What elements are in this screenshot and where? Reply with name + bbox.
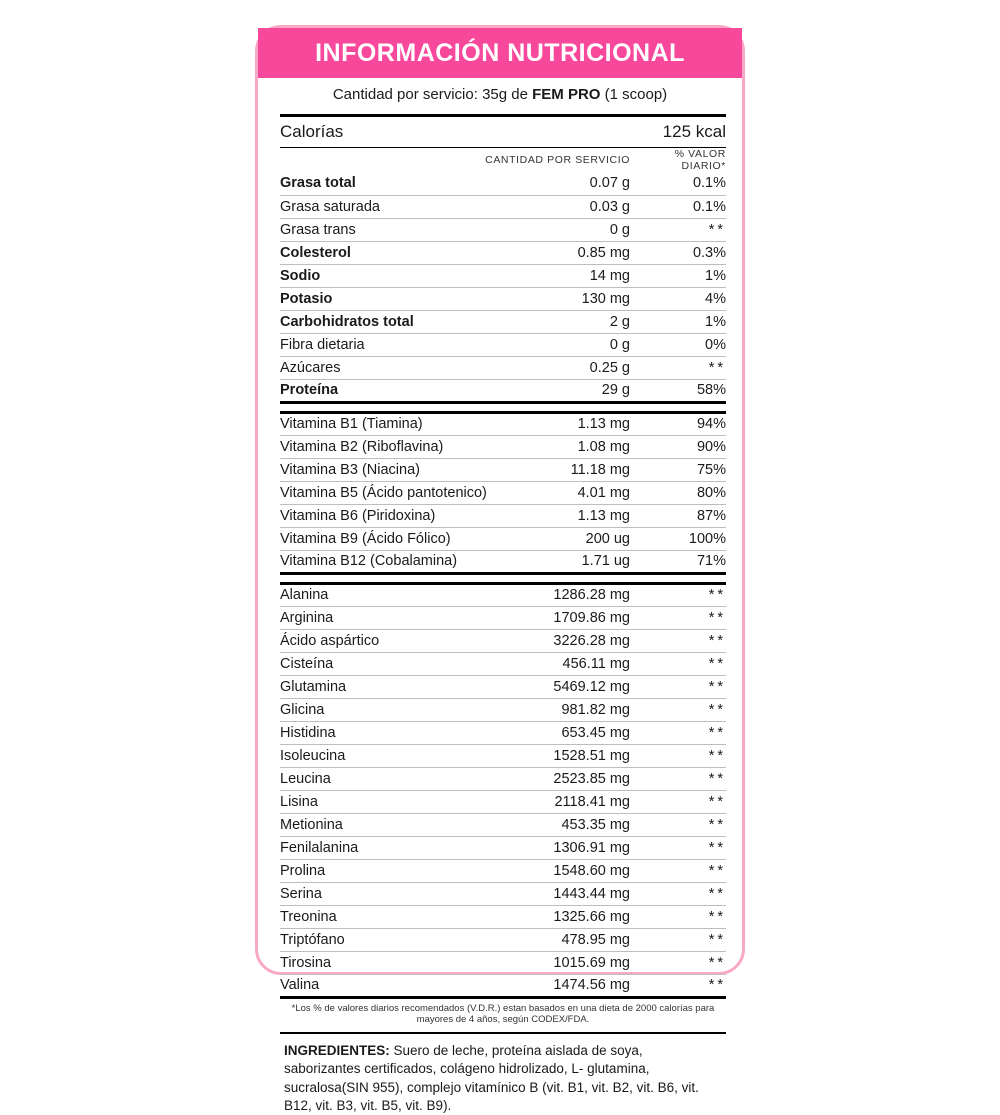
nutrient-amount: 981.82 mg <box>477 698 630 721</box>
nutrient-dv: ** <box>630 583 726 606</box>
nutrient-amount: 1443.44 mg <box>477 882 630 905</box>
nutrient-dv: 94% <box>630 412 726 435</box>
aminoacids-table <box>280 582 726 999</box>
nutrient-name: Metionina <box>280 813 477 836</box>
nutrient-dv: ** <box>630 356 726 379</box>
nutrient-name: Grasa saturada <box>280 195 448 218</box>
table-row <box>280 218 726 241</box>
nutrient-name: Vitamina B6 (Piridoxina) <box>280 504 552 527</box>
nutrient-dv: 0.3% <box>630 241 726 264</box>
nutrient-dv: 80% <box>630 481 726 504</box>
nutrient-name: Glutamina <box>280 675 477 698</box>
nutrient-name: Colesterol <box>280 241 448 264</box>
nutrient-name: Valina <box>280 977 320 993</box>
nutrient-name: Vitamina B5 (Ácido pantotenico) <box>280 481 552 504</box>
nutrient-amount: 1.71 ug <box>581 553 630 569</box>
nutrient-amount: 453.35 mg <box>477 813 630 836</box>
nutrient-name: Proteína <box>280 382 339 398</box>
nutrient-amount: 0.25 g <box>448 356 630 379</box>
nutrient-name: Azúcares <box>280 356 448 379</box>
nutrient-name: Ácido aspártico <box>280 629 477 652</box>
nutrient-dv: 71% <box>696 553 726 569</box>
section-gap <box>280 575 726 582</box>
nutrient-name: Isoleucina <box>280 744 477 767</box>
table-row <box>280 264 726 287</box>
table-row <box>280 928 726 951</box>
nutrient-dv: 75% <box>630 458 726 481</box>
nutrient-amount: 456.11 mg <box>477 652 630 675</box>
nutrient-amount: 4.01 mg <box>552 481 630 504</box>
page-title: INFORMACIÓN NUTRICIONAL <box>315 38 685 67</box>
nutrient-dv: 1% <box>630 264 726 287</box>
nutrient-amount: 5469.12 mg <box>477 675 630 698</box>
nutrient-dv: 4% <box>630 287 726 310</box>
nutrient-dv: 0% <box>630 333 726 356</box>
nutrient-name: Vitamina B12 (Cobalamina) <box>280 553 458 569</box>
nutrient-dv: ** <box>630 675 726 698</box>
nutrient-amount: 1.13 mg <box>552 504 630 527</box>
table-row <box>280 721 726 744</box>
nutrient-name: Carbohidratos total <box>280 310 448 333</box>
column-headers-row <box>280 148 726 173</box>
table-row <box>280 813 726 836</box>
nutrient-dv: ** <box>630 606 726 629</box>
nutrient-amount: 14 mg <box>448 264 630 287</box>
nutrient-name: Cisteína <box>280 652 477 675</box>
nutrient-dv: ** <box>630 813 726 836</box>
nutrient-name: Grasa trans <box>280 218 448 241</box>
nutrient-dv: ** <box>630 698 726 721</box>
nutrient-dv: 90% <box>630 435 726 458</box>
nutrient-amount: 0.85 mg <box>448 241 630 264</box>
calories-value: 125 kcal <box>662 122 726 141</box>
table-row <box>280 310 726 333</box>
daily-value-footnote: *Los % de valores diarios recomendados (V.D.R.) estan basados en una dieta de 2000 calorías para mayores de 4 años, según CODEX/FDA. <box>291 1002 715 1026</box>
table-row <box>280 195 726 218</box>
nutrient-dv: ** <box>630 882 726 905</box>
calories-row <box>280 116 726 148</box>
nutrition-content <box>280 114 726 1115</box>
nutrient-amount: 0 g <box>448 218 630 241</box>
section-gap <box>280 404 726 411</box>
table-row <box>280 583 726 606</box>
nutrient-name: Fenilalanina <box>280 836 477 859</box>
nutrient-dv: 0.1% <box>630 195 726 218</box>
header-daily-value: % VALOR DIARIO* <box>630 148 726 173</box>
panel-title-bar <box>258 28 742 78</box>
nutrient-name: Lisina <box>280 790 477 813</box>
nutrient-amount: 29 g <box>601 382 630 398</box>
table-row <box>280 905 726 928</box>
nutrient-name: Potasio <box>280 287 448 310</box>
nutrient-dv: 100% <box>630 527 726 550</box>
nutrient-name: Vitamina B3 (Niacina) <box>280 458 552 481</box>
nutrient-amount: 11.18 mg <box>552 458 630 481</box>
table-row <box>280 504 726 527</box>
table-row <box>280 767 726 790</box>
nutrient-name: Prolina <box>280 859 477 882</box>
nutrient-name: Glicina <box>280 698 477 721</box>
table-row <box>280 836 726 859</box>
nutrient-name: Triptófano <box>280 928 477 951</box>
table-row <box>280 481 726 504</box>
nutrient-amount: 1015.69 mg <box>477 951 630 974</box>
table-row <box>280 882 726 905</box>
nutrient-amount: 1474.56 mg <box>553 977 630 993</box>
macro-table <box>280 114 726 404</box>
table-row <box>280 172 726 195</box>
table-row <box>280 333 726 356</box>
ingredients-label: INGREDIENTES: <box>284 1043 390 1059</box>
nutrient-name: Histidina <box>280 721 477 744</box>
table-row <box>280 859 726 882</box>
nutrient-name: Alanina <box>280 583 477 606</box>
table-row <box>280 458 726 481</box>
nutrient-dv: ** <box>708 977 726 993</box>
table-row <box>280 790 726 813</box>
nutrient-name: Treonina <box>280 905 477 928</box>
table-row <box>280 629 726 652</box>
nutrient-dv: ** <box>630 629 726 652</box>
nutrient-amount: 200 ug <box>552 527 630 550</box>
serving-brand: FEM PRO <box>532 86 601 103</box>
table-row <box>280 435 726 458</box>
nutrient-amount: 653.45 mg <box>477 721 630 744</box>
calories-label: Calorías <box>280 122 344 141</box>
nutrient-amount: 130 mg <box>448 287 630 310</box>
header-spacer <box>280 148 448 173</box>
nutrient-amount: 1325.66 mg <box>477 905 630 928</box>
nutrient-dv: ** <box>630 928 726 951</box>
nutrient-name: Fibra dietaria <box>280 333 448 356</box>
nutrient-name: Vitamina B2 (Riboflavina) <box>280 435 552 458</box>
nutrient-dv: ** <box>630 790 726 813</box>
nutrient-amount: 1.08 mg <box>552 435 630 458</box>
nutrient-amount: 478.95 mg <box>477 928 630 951</box>
table-row <box>280 527 726 550</box>
nutrient-name: Arginina <box>280 606 477 629</box>
table-row <box>280 675 726 698</box>
nutrient-amount: 2 g <box>448 310 630 333</box>
nutrient-dv: ** <box>630 859 726 882</box>
nutrient-name: Leucina <box>280 767 477 790</box>
nutrient-dv: ** <box>630 767 726 790</box>
nutrient-dv: ** <box>630 744 726 767</box>
serving-size-line <box>258 86 742 103</box>
table-row <box>280 606 726 629</box>
nutrient-dv: 58% <box>696 382 726 398</box>
table-row <box>280 287 726 310</box>
nutrient-amount: 2118.41 mg <box>477 790 630 813</box>
ingredients-text: Suero de leche, proteína aislada de soya, saborizantes certificados, colágeno hidrolizado, L- glutamina, sucralosa(SIN 955), complejo vitamínico B (vit. B1, vit. B2, vit. B6, vit. B12, vit. B3, vit. B5, vit. B9). <box>284 1043 699 1113</box>
ingredients-section <box>280 1034 726 1115</box>
nutrient-amount: 1306.91 mg <box>477 836 630 859</box>
nutrient-amount: 1709.86 mg <box>477 606 630 629</box>
nutrient-amount: 1528.51 mg <box>477 744 630 767</box>
nutrient-name: Vitamina B9 (Ácido Fólico) <box>280 527 552 550</box>
nutrient-dv: 87% <box>630 504 726 527</box>
table-row <box>280 974 726 997</box>
nutrient-dv: ** <box>630 218 726 241</box>
nutrient-name: Vitamina B1 (Tiamina) <box>280 412 552 435</box>
nutrient-dv: 1% <box>630 310 726 333</box>
nutrient-amount: 1286.28 mg <box>477 583 630 606</box>
nutrient-amount: 2523.85 mg <box>477 767 630 790</box>
nutrient-amount: 0.07 g <box>448 172 630 195</box>
nutrient-name: Tirosina <box>280 951 477 974</box>
table-row <box>280 241 726 264</box>
header-amount: CANTIDAD POR SERVICIO <box>448 148 630 173</box>
nutrient-dv: ** <box>630 905 726 928</box>
vitamins-table <box>280 411 726 575</box>
serving-suffix: (1 scoop) <box>600 86 668 103</box>
table-row <box>280 550 726 573</box>
nutrient-dv: ** <box>630 951 726 974</box>
serving-prefix: Cantidad por servicio: 35g de <box>332 86 533 103</box>
nutrient-dv: ** <box>630 721 726 744</box>
nutrient-dv: ** <box>630 652 726 675</box>
table-row <box>280 744 726 767</box>
nutrient-amount: 1548.60 mg <box>477 859 630 882</box>
nutrient-amount: 0 g <box>448 333 630 356</box>
table-row <box>280 356 726 379</box>
nutrient-name: Serina <box>280 882 477 905</box>
nutrient-amount: 0.03 g <box>448 195 630 218</box>
nutrient-name: Grasa total <box>280 172 448 195</box>
nutrient-dv: 0.1% <box>630 172 726 195</box>
nutrient-dv: ** <box>630 836 726 859</box>
table-row <box>280 379 726 402</box>
nutrient-name: Sodio <box>280 264 448 287</box>
table-row <box>280 951 726 974</box>
table-row <box>280 698 726 721</box>
table-row <box>280 412 726 435</box>
nutrient-amount: 3226.28 mg <box>477 629 630 652</box>
table-row <box>280 652 726 675</box>
nutrient-amount: 1.13 mg <box>552 412 630 435</box>
nutrition-facts-panel <box>255 25 745 1113</box>
